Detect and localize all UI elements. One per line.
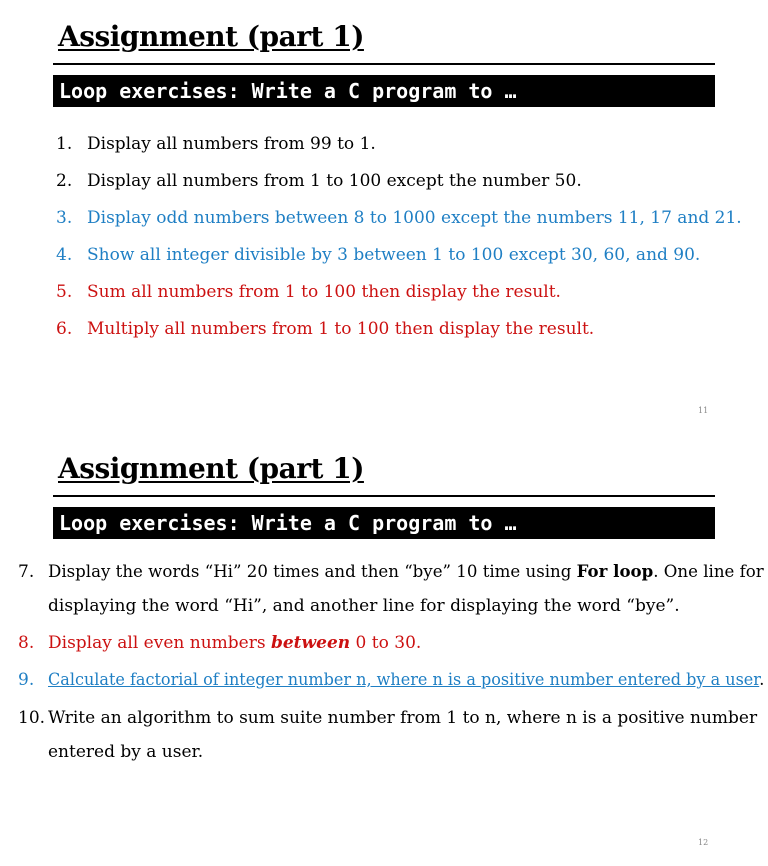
slide-title: Assignment (part 1): [58, 20, 364, 53]
item-text: 0 to 30.: [350, 633, 422, 653]
item-text: Display the words “Hi” 20 times and then “bye” 10 time using: [48, 562, 577, 582]
item-text: Calculate factorial of integer number n, where n is a positive number entered by a user: [48, 670, 760, 690]
item-text: Sum all numbers from 1 to 100 then display the result.: [87, 282, 561, 302]
section-banner: Loop exercises: Write a C program to …: [53, 507, 715, 539]
title-divider: [53, 495, 715, 497]
item-text-period: .: [759, 670, 765, 690]
item-number: 3.: [56, 208, 73, 228]
slide-title: Assignment (part 1): [58, 452, 364, 485]
item-text: displaying the word “Hi”, and another line for displaying the word “bye”.: [48, 596, 680, 616]
item-number: 2.: [56, 171, 73, 191]
item-text: entered by a user.: [48, 742, 204, 762]
item-text-line: [48, 555, 764, 589]
page-number: 12: [698, 838, 709, 847]
page-number: 11: [698, 406, 709, 415]
slide-12: [0, 432, 768, 866]
item-text: Show all integer divisible by 3 between 1 to 100 except 30, 60, and 90.: [87, 245, 701, 265]
item-number: 10.: [18, 708, 46, 728]
item-number: 9.: [18, 670, 35, 690]
item-text: . One line for: [653, 562, 764, 582]
item-number: 1.: [56, 134, 73, 154]
item-number: 5.: [56, 282, 73, 302]
title-divider: [53, 63, 715, 65]
item-text-line: [48, 626, 421, 660]
item-text: Display all numbers from 99 to 1.: [87, 134, 376, 154]
slide-11: [0, 0, 768, 432]
item-number: 8.: [18, 633, 35, 653]
item-text: Write an algorithm to sum suite number from 1 to n, where n is a positive number: [48, 708, 758, 728]
item-text: Display all numbers from 1 to 100 except the number 50.: [87, 171, 582, 191]
item-text: Display all even numbers: [48, 633, 271, 653]
for-loop-keyword: For loop: [576, 562, 654, 582]
item-text: Multiply all numbers from 1 to 100 then display the result.: [87, 319, 595, 339]
item-number: 6.: [56, 319, 73, 339]
section-banner: Loop exercises: Write a C program to …: [53, 75, 715, 107]
emphasis-word: between: [270, 633, 351, 653]
item-text: Display odd numbers between 8 to 1000 except the numbers 11, 17 and 21.: [87, 208, 742, 228]
item-text-line: [48, 663, 764, 697]
item-number: 4.: [56, 245, 73, 265]
item-number: 7.: [18, 562, 35, 582]
